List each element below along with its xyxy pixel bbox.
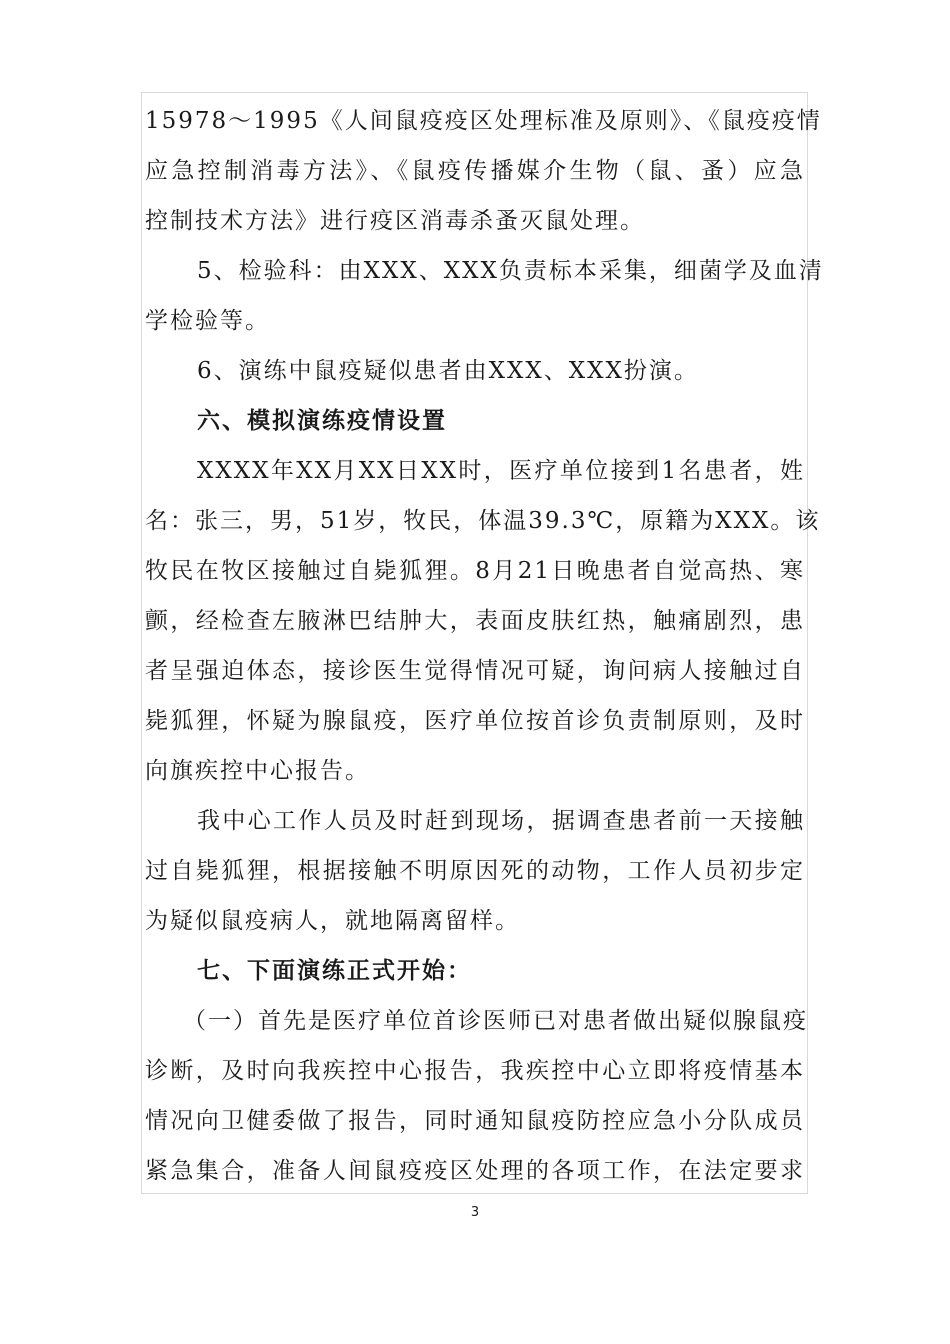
paragraph-line: 我中心工作人员及时赶到现场，据调查患者前一天接触 (197, 808, 805, 834)
paragraph-line: 应急控制消毒方法》、《鼠疫传播媒介生物（鼠、蚤）应急 (145, 158, 805, 184)
paragraph-line: 毙狐狸，怀疑为腺鼠疫，医疗单位按首诊负责制原则，及时 (145, 708, 805, 734)
paragraph-line: 过自毙狐狸，根据接触不明原因死的动物，工作人员初步定 (145, 858, 805, 884)
paragraph-line: 者呈强迫体态，接诊医生觉得情况可疑，询问病人接触过自 (145, 658, 805, 684)
paragraph-line: 颤，经检查左腋淋巴结肿大，表面皮肤红热，触痛剧烈，患 (145, 608, 805, 634)
paragraph-line: 学检验等。 (145, 308, 270, 334)
section-heading: 六、模拟演练疫情设置 (197, 408, 447, 434)
paragraph-line: 向旗疾控中心报告。 (145, 758, 370, 784)
paragraph-line: 为疑似鼠疫病人，就地隔离留样。 (145, 908, 520, 934)
section-heading: 七、下面演练正式开始： (197, 958, 472, 984)
paragraph-line: 6、演练中鼠疫疑似患者由XXX、XXX扮演。 (197, 358, 699, 384)
page-number: 3 (470, 1205, 480, 1220)
paragraph-line: 名：张三，男，51岁，牧民，体温39.3℃，原籍为XXX。该 (145, 508, 821, 534)
paragraph-line: 控制技术方法》进行疫区消毒杀蚤灭鼠处理。 (145, 208, 645, 234)
paragraph-line: 5、检验科：由XXX、XXX负责标本采集，细菌学及血清 (197, 258, 824, 284)
paragraph-line: 情况向卫健委做了报告，同时通知鼠疫防控应急小分队成员 (145, 1108, 805, 1134)
paragraph-line: 15978～1995《人间鼠疫疫区处理标准及原则》、《鼠疫疫情 (145, 108, 822, 134)
document-body (145, 96, 824, 1196)
paragraph-line: XXXX年XX月XX日XX时，医疗单位接到1名患者，姓 (197, 458, 805, 484)
paragraph-line: 诊断，及时向我疾控中心报告，我疾控中心立即将疫情基本 (145, 1058, 805, 1084)
paragraph-line: 紧急集合，准备人间鼠疫疫区处理的各项工作，在法定要求 (145, 1158, 805, 1184)
paragraph-line: 牧民在牧区接触过自毙狐狸。8月21日晚患者自觉高热、寒 (145, 558, 805, 584)
paragraph-line: （一）首先是医疗单位首诊医师已对患者做出疑似腺鼠疫 (183, 1008, 808, 1034)
